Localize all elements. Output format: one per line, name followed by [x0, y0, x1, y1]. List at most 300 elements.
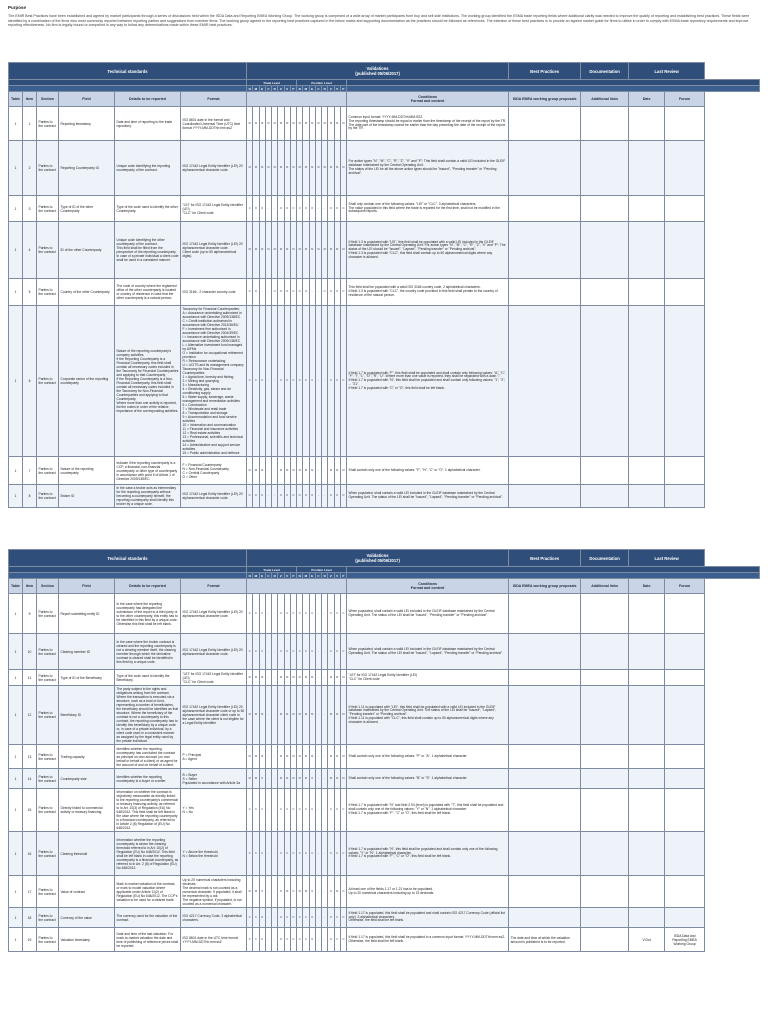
additional-links-cell	[581, 107, 629, 141]
details-cell: Information whether the reporting counterparty is above the clearing threshold referred to in Art. 10(2) of Regulation (EU) No 648/2012. This field shall be left blank in case the reporting counterparty is a financial counterparty, as referred to in Art. 2 (8) of Regulation (EU) No 648/2012.	[115, 832, 181, 876]
review-date-cell	[629, 306, 665, 457]
item-number-cell: 10	[23, 634, 37, 670]
action-type-flag-cell: M	[340, 745, 346, 769]
details-cell: The currency used for the valuation of the contract.	[115, 908, 181, 928]
technical-standards-header: Technical standards	[9, 550, 247, 567]
field-col-header: Field	[59, 579, 115, 594]
review-date-cell	[629, 745, 665, 769]
table-number-cell: 1	[9, 222, 23, 279]
action-type-flag-cell: -	[272, 306, 278, 457]
action-type-flag-cell: M	[328, 457, 334, 485]
action-type-flag-cell: O	[284, 485, 290, 508]
details-cell: Mark to market valuation of the contract, or mark to model valuation where applicable under Article 11(2) of Regulation (EU) No 648/2012. The CCP's valuation to be used for a cleared trade.	[115, 876, 181, 908]
action-type-flag-header: P	[290, 573, 296, 579]
table-row	[9, 222, 760, 279]
action-type-flag-cell: O	[297, 485, 303, 508]
action-type-flag-cell: -	[272, 594, 278, 634]
action-type-flag-cell: M	[278, 141, 284, 196]
format-cell: Up to 20 numerical characters including decimals. The decimal mark is not counted as a numerical character. If populated, it shall be represented by a dot. The negative symbol, if populated, is not counted as a numerical character.	[181, 876, 247, 908]
table-number-cell: 1	[9, 686, 23, 745]
isda-proposal-cell	[509, 279, 581, 306]
action-type-flag-cell: C	[259, 832, 265, 876]
table-row	[9, 670, 760, 686]
action-type-flag-header: R	[322, 573, 328, 579]
action-type-flag-cell: C	[297, 634, 303, 670]
review-forum-cell	[665, 670, 705, 686]
action-type-flag-cell: -	[272, 745, 278, 769]
format-cell: ISO 17442 Legal Entity Identifier (LEI) 20 alphanumerical character code.	[181, 485, 247, 508]
field-name-cell: ID of the other Counterparty	[59, 222, 115, 279]
conditions-cell: "LEI" for ISO 17442 Legal Entity Identifier (LEI) "CLC" for Client code	[347, 670, 509, 686]
action-type-flag-cell: C	[297, 908, 303, 928]
table-row	[9, 686, 760, 745]
field-name-cell: Reporting Counterparty ID	[59, 141, 115, 196]
action-type-flag-cell: -	[315, 686, 321, 745]
section-col-header: Section	[37, 579, 59, 594]
additional-links-cell	[581, 222, 629, 279]
forum-col-header: Forum	[665, 92, 705, 107]
action-type-flag-cell: M	[278, 686, 284, 745]
action-type-flag-cell: M	[253, 141, 259, 196]
action-type-flag-cell: -	[265, 196, 271, 222]
action-type-flag-cell: C	[340, 306, 346, 457]
action-type-flag-cell: -	[315, 908, 321, 928]
action-type-flag-cell: C	[303, 908, 309, 928]
action-type-flag-cell: C	[328, 306, 334, 457]
isda-proposal-cell	[509, 670, 581, 686]
action-type-flag-cell: C	[284, 832, 290, 876]
details-cell: In the case a broker acts as intermediary for the reporting counterparty without becoming a counterparty himself, the reporting counterparty shall identify this broker by a unique code.	[115, 485, 181, 508]
last-review-header: Last Review	[629, 550, 705, 567]
format-cell: ISO 17442 Legal Entity Identifier (LEI) 20 alphanumerical character code.	[181, 141, 247, 196]
action-type-flag-cell: C	[247, 306, 253, 457]
action-type-flag-cell: M	[328, 670, 334, 686]
action-type-flag-cell: C	[259, 634, 265, 670]
action-type-flag-cell: C	[284, 306, 290, 457]
action-type-flag-header: N	[297, 573, 303, 579]
action-type-flag-cell: O	[309, 928, 315, 952]
action-type-flag-cell: C	[278, 789, 284, 832]
review-date-cell	[629, 485, 665, 508]
item-number-cell: 16	[23, 832, 37, 876]
action-type-flag-cell: C	[247, 928, 253, 952]
action-type-flag-header: M	[304, 86, 308, 91]
action-type-flag-cell: M	[253, 686, 259, 745]
action-type-flag-cell: M	[284, 769, 290, 789]
action-type-flag-cell: O	[309, 876, 315, 908]
review-forum-cell	[665, 594, 705, 634]
action-type-flag-cell: M	[309, 107, 315, 141]
action-type-flag-header: E	[259, 573, 265, 579]
action-type-flag-cell: -	[265, 306, 271, 457]
item-number-cell: 5	[23, 279, 37, 306]
action-type-flag-cell: O	[253, 196, 259, 222]
isda-proposal-cell	[509, 594, 581, 634]
action-type-flag-cell: O	[340, 196, 346, 222]
action-type-flag-header: R	[322, 86, 328, 92]
action-type-flag-header: M	[304, 573, 308, 578]
section-cell: Parties to the contract	[37, 485, 59, 508]
best-practices-header: Best Practices	[509, 63, 581, 80]
additional-links-cell	[581, 141, 629, 196]
format-cell: ISO 8601 date in the format and Coordinated Universal Time (UTC) time format YYYY-MM-DDThh:mm:ssZ	[181, 107, 247, 141]
action-type-flag-header: V	[284, 86, 290, 92]
action-type-flag-header: P	[290, 86, 296, 92]
action-type-flag-cell: M	[247, 769, 253, 789]
field-name-cell: Country of the other Counterparty	[59, 279, 115, 306]
field-name-cell: Clearing member ID	[59, 634, 115, 670]
action-type-flag-cell: -	[315, 928, 321, 952]
action-type-flag-cell: M	[259, 107, 265, 141]
action-type-flag-header: M	[254, 86, 258, 91]
action-type-flag-cell: C	[247, 196, 253, 222]
action-type-flag-cell: C	[328, 634, 334, 670]
action-type-flag-cell: O	[259, 485, 265, 508]
isda-proposals-col-header: ISDA EMEA working group proposals	[509, 579, 581, 594]
action-type-flag-cell: O	[259, 196, 265, 222]
additional-links-cell	[581, 876, 629, 908]
review-forum-cell	[665, 279, 705, 306]
additional-links-col-header: Additional links	[581, 579, 629, 594]
action-type-flag-cell: C	[253, 928, 259, 952]
table-row	[9, 306, 760, 457]
format-cell: ISO 17442 Legal Entity Identifier (LEI) 20 alphanumerical character code.	[181, 634, 247, 670]
action-type-flag-cell: M	[303, 107, 309, 141]
action-type-flag-cell: M	[259, 745, 265, 769]
table-number-cell: 1	[9, 876, 23, 908]
section-cell: Parties to the contract	[37, 769, 59, 789]
action-type-flag-cell: C	[303, 832, 309, 876]
item-col-header: Item	[23, 579, 37, 594]
review-date-cell	[629, 686, 665, 745]
item-number-cell: 1	[23, 107, 37, 141]
action-type-flag-header: Z	[328, 86, 334, 92]
review-forum-cell	[665, 457, 705, 485]
action-type-flag-cell: M	[328, 107, 334, 141]
action-type-flag-cell: O	[340, 485, 346, 508]
field-name-cell: Type of ID of the Beneficiary	[59, 670, 115, 686]
action-type-flag-cell: O	[290, 908, 296, 928]
format-cell: ISO 3166 - 2 character country code	[181, 279, 247, 306]
action-type-flag-cell: C	[303, 789, 309, 832]
additional-links-cell	[581, 485, 629, 508]
section-cell: Parties to the contract	[37, 107, 59, 141]
trade-level-header: Trade Level	[247, 567, 297, 573]
isda-proposal-cell	[509, 832, 581, 876]
conditions-cell: At least one of the fields 1.17 or 1.21 has to be populated. Up to 20 numerical characters including up to 19 decimals.	[347, 876, 509, 908]
action-type-flag-cell: M	[297, 769, 303, 789]
action-type-flag-cell: O	[309, 196, 315, 222]
action-type-flag-cell: O	[322, 279, 328, 306]
action-type-flag-cell: M	[247, 141, 253, 196]
action-type-flag-cell: C	[253, 634, 259, 670]
isda-proposal-cell	[509, 686, 581, 745]
action-type-flag-cell: M	[272, 141, 278, 196]
table-row	[9, 457, 760, 485]
action-type-flag-cell: M	[272, 222, 278, 279]
item-number-cell: 15	[23, 789, 37, 832]
conditions-cell: This field shall be populated with a valid ISO 3166 country code, 2 alphabetical characters. If field 1.3 is populated with "CLC", the country code provided in this field shall pertain to the country of residence of the natural person.	[347, 279, 509, 306]
section-cell: Parties to the contract	[37, 634, 59, 670]
action-type-flag-cell: M	[290, 457, 296, 485]
action-type-flag-cell: C	[247, 594, 253, 634]
format-cell: "LEI" for ISO 17442 Legal Entity Identifier (LEI) "CLC" for Client code	[181, 196, 247, 222]
action-type-flag-cell: M	[328, 222, 334, 279]
validation-table-1	[8, 62, 760, 508]
details-cell: Unique code identifying the other counterparty of the contract. This field shall be filled from the perspective of the reporting counterparty. In case of a private individual a client code shall be used in a consistent manner.	[115, 222, 181, 279]
action-type-flag-header: Z	[328, 573, 334, 579]
validation-table-2	[8, 549, 760, 952]
action-type-flag-cell: O	[278, 908, 284, 928]
action-type-flag-cell: M	[265, 141, 271, 196]
action-type-flag-cell: -	[272, 670, 278, 686]
validations-header: Validations (published 05/06/2017)	[247, 63, 509, 80]
action-type-flag-cell: M	[284, 222, 290, 279]
table-number-cell: 1	[9, 306, 23, 457]
field-name-cell: Nature of the reporting counterparty	[59, 457, 115, 485]
action-type-flag-cell: C	[253, 832, 259, 876]
format-cell: "LEI" for ISO 17442 Legal Entity Identifier (LEI) "CLC" for Client code	[181, 670, 247, 686]
action-type-flag-cell: -	[315, 594, 321, 634]
review-forum-cell	[665, 769, 705, 789]
action-type-flag-cell: M	[334, 745, 340, 769]
action-type-flag-cell: M	[253, 457, 259, 485]
table-number-cell: 1	[9, 745, 23, 769]
action-type-flag-cell: O	[328, 196, 334, 222]
format-cell: P = Principal A = Agent	[181, 745, 247, 769]
action-type-flag-cell: M	[253, 107, 259, 141]
action-type-flag-cell: C	[303, 928, 309, 952]
conditions-cell: Shall only contain one of the following values: "LEI" or "CLC". 3 alphabetical characters. The value populated in this field where the trade is reported for the first time, shall not be modified in the subsequent reports.	[347, 196, 509, 222]
table-number-cell: 1	[9, 196, 23, 222]
action-type-flag-cell: O	[340, 279, 346, 306]
action-type-flag-header: Z	[278, 573, 284, 579]
action-type-flag-cell: M	[290, 769, 296, 789]
action-type-flag-cell: C	[297, 832, 303, 876]
action-type-flag-cell: C	[247, 789, 253, 832]
action-type-flag-cell: O	[309, 908, 315, 928]
isda-proposal-cell: The date and time at which the valuation amount is published is to be reported.	[509, 928, 581, 952]
action-type-flag-cell: O	[303, 279, 309, 306]
review-forum-cell	[665, 485, 705, 508]
action-type-flag-cell: M	[290, 107, 296, 141]
action-type-flag-cell: M	[284, 876, 290, 908]
action-type-flag-header: C	[265, 573, 271, 579]
action-type-flag-cell: M	[297, 745, 303, 769]
action-type-flag-cell: C	[284, 908, 290, 928]
item-number-cell: 2	[23, 141, 37, 196]
action-type-flag-cell: M	[290, 670, 296, 686]
action-type-flag-cell: C	[278, 634, 284, 670]
details-cell: Information on whether the contract is objectively measurable as directly linked to the reporting counterparty's commercial or treasury financing activity, as referred to in Art. 10(3) of Regulation (EU) No 648/2012. This field shall be left blank in the case where the reporting counterparty is a financial counterparty, as referred to in Article 2 (8) Regulation of (EU) No 648/2012.	[115, 789, 181, 832]
action-type-flag-cell: M	[290, 745, 296, 769]
action-type-flag-header: Z	[278, 86, 284, 92]
item-number-cell: 4	[23, 222, 37, 279]
action-type-flag-cell: M	[334, 876, 340, 908]
action-type-flag-cell: M	[334, 686, 340, 745]
documentation-header: Documentation	[581, 63, 629, 80]
action-type-flag-header: V	[334, 573, 340, 579]
action-type-flag-header: R	[272, 573, 278, 579]
action-type-flag-cell: -	[322, 832, 328, 876]
isda-proposal-cell	[509, 141, 581, 196]
action-type-flag-cell: M	[272, 107, 278, 141]
action-type-flag-cell: -	[322, 485, 328, 508]
action-type-flag-cell: C	[334, 634, 340, 670]
action-type-flag-cell: C	[259, 306, 265, 457]
action-type-flag-header: C	[265, 86, 271, 92]
conditions-cell: If field 1.7 is populated with "N" and field 2.94 (level) is populated with "T", this field shall be populated and shall contain only one of the following values: "Y" or "N". 1 alphabetical character. If field 1.7 is populated with "F", "C" or "O", this field shall be left blank.	[347, 789, 509, 832]
isda-proposal-cell	[509, 634, 581, 670]
action-type-flag-cell: M	[334, 222, 340, 279]
section-col-header: Section	[37, 92, 59, 107]
action-type-flag-cell: C	[297, 306, 303, 457]
review-forum-cell	[665, 686, 705, 745]
action-type-flag-cell: C	[309, 634, 315, 670]
section-cell: Parties to the contract	[37, 670, 59, 686]
action-type-flag-cell: -	[322, 928, 328, 952]
format-cell: ISO 17442 Legal Entity Identifier (LEI) 20 alphanumerical character code or up to 50 alphanumerical character client code in the case where the client is not eligible for a Legal Entity Identifier	[181, 686, 247, 745]
isda-proposal-cell	[509, 876, 581, 908]
action-type-flag-cell: M	[278, 769, 284, 789]
action-type-flag-cell: M	[315, 141, 321, 196]
action-type-flag-cell: O	[278, 196, 284, 222]
action-type-flag-cell: O	[278, 279, 284, 306]
action-type-flag-cell: M	[340, 107, 346, 141]
action-type-flag-cell: O	[278, 485, 284, 508]
action-type-flag-cell: -	[315, 485, 321, 508]
section-cell: Parties to the contract	[37, 908, 59, 928]
format-col-header: Format	[181, 579, 247, 594]
conditions-cell: Shall contain only one of the following values: "P" or "A". 1 alphabetical character.	[347, 745, 509, 769]
format-cell: ISO 17442 Legal Entity Identifier (LEI) 20 alphanumerical character code.	[181, 594, 247, 634]
action-type-flag-cell: M	[259, 670, 265, 686]
action-type-flag-cell: -	[315, 457, 321, 485]
action-type-flag-cell: -	[315, 769, 321, 789]
action-type-flag-cell: M	[303, 686, 309, 745]
additional-links-cell	[581, 670, 629, 686]
action-type-flag-cell: C	[334, 908, 340, 928]
field-name-cell: Directly linked to commercial activity or treasury financing	[59, 789, 115, 832]
section-cell: Parties to the contract	[37, 686, 59, 745]
action-type-flag-cell: M	[278, 745, 284, 769]
table-row	[9, 594, 760, 634]
item-number-cell: 17	[23, 876, 37, 908]
action-type-flag-cell: O	[334, 485, 340, 508]
action-type-flag-cell: C	[284, 928, 290, 952]
action-type-flag-cell: O	[303, 485, 309, 508]
action-type-flag-cell: M	[297, 876, 303, 908]
action-type-flag-cell: -	[322, 670, 328, 686]
conditions-cell: Shall contain only one of the following values: "B" or "S". 1 alphabetical character.	[347, 769, 509, 789]
action-type-flag-cell: M	[278, 457, 284, 485]
action-type-flag-cell: M	[309, 222, 315, 279]
action-type-flag-cell: -	[265, 594, 271, 634]
action-type-flag-cell: M	[253, 670, 259, 686]
action-type-flag-cell: M	[290, 141, 296, 196]
section-cell: Parties to the contract	[37, 832, 59, 876]
review-forum-cell	[665, 107, 705, 141]
review-forum-cell	[665, 196, 705, 222]
action-type-flag-cell: -	[265, 634, 271, 670]
action-type-flag-cell: M	[340, 670, 346, 686]
action-type-flag-cell: C	[309, 789, 315, 832]
action-type-flag-cell: M	[278, 222, 284, 279]
action-type-flag-cell: C	[284, 634, 290, 670]
action-type-flag-cell: -	[309, 279, 315, 306]
action-type-flag-cell: M	[322, 141, 328, 196]
additional-links-cell	[581, 196, 629, 222]
format-col-header: Format	[181, 92, 247, 107]
action-type-flag-cell: O	[290, 485, 296, 508]
table-number-cell: 1	[9, 485, 23, 508]
action-type-flag-cell: M	[309, 457, 315, 485]
action-type-flag-cell: C	[290, 832, 296, 876]
review-date-cell	[629, 634, 665, 670]
action-type-flag-cell: -	[315, 634, 321, 670]
action-type-flag-cell: C	[340, 789, 346, 832]
action-type-flag-cell: M	[247, 670, 253, 686]
action-type-flag-cell: M	[328, 745, 334, 769]
action-type-flag-cell: C	[309, 832, 315, 876]
isda-proposal-cell	[509, 222, 581, 279]
review-date-cell	[629, 594, 665, 634]
section-cell: Parties to the contract	[37, 457, 59, 485]
details-cell: Type of the code used to identify the other Counterparty.	[115, 196, 181, 222]
table-row	[9, 485, 760, 508]
review-forum-cell	[665, 306, 705, 457]
format-cell: ISO 4217 Currency Code, 3 alphabetical characters.	[181, 908, 247, 928]
table-row	[9, 634, 760, 670]
action-type-flag-cell: M	[340, 222, 346, 279]
action-type-flag-cell: M	[334, 457, 340, 485]
action-type-flag-header: N	[247, 573, 253, 579]
action-type-flag-cell: M	[334, 670, 340, 686]
details-cell: The party subject to the rights and obligations arising from the contract. Where the transaction is executed via a structure, such as a trust or fund, representing a number of beneficiaries, the beneficiary should be identified as that structure. Where the beneficiary of the contract is not a counterparty to this contract, the reporting counterparty has to identify this beneficiary by a unique code or, in case of a private individual, by a client code used in a consistent manner as assigned by the legal entity used by the private individual.	[115, 686, 181, 745]
action-type-flag-cell: C	[259, 594, 265, 634]
action-type-flag-cell: C	[309, 306, 315, 457]
action-type-flag-cell: C	[278, 832, 284, 876]
field-name-cell: Counterparty side	[59, 769, 115, 789]
review-forum-cell: ISDA Data and Reporting EMEA Working Group	[665, 928, 705, 952]
action-type-flag-cell: O	[290, 279, 296, 306]
item-number-cell: 18	[23, 908, 37, 928]
action-type-flag-cell: M	[259, 686, 265, 745]
details-cell: Unique code identifying the reporting counterparty of the contract.	[115, 141, 181, 196]
action-type-flag-cell: C	[328, 789, 334, 832]
review-date-cell	[629, 279, 665, 306]
table-row	[9, 279, 760, 306]
action-type-flag-cell: C	[284, 594, 290, 634]
conditions-cell: If field 1.17 is populated, this field shall be populated and shall contain ISO 4217 Currency Code (official list only), 3 alphabetical characters. Otherwise, the field shall be left blank.	[347, 908, 509, 928]
action-type-flag-cell: -	[265, 928, 271, 952]
action-type-flag-cell: -	[322, 908, 328, 928]
table-row	[9, 789, 760, 832]
action-type-flag-cell: M	[309, 745, 315, 769]
action-type-flag-cell: O	[328, 485, 334, 508]
action-type-flag-cell: O	[284, 196, 290, 222]
item-number-cell: 7	[23, 457, 37, 485]
action-type-flag-cell: -	[322, 594, 328, 634]
action-type-flag-cell: C	[303, 306, 309, 457]
review-date-cell	[629, 107, 665, 141]
action-type-flag-cell: O	[328, 908, 334, 928]
field-name-cell: Valuation timestamp	[59, 928, 115, 952]
item-number-cell: 13	[23, 745, 37, 769]
action-type-flag-cell: M	[284, 107, 290, 141]
action-type-flag-cell: -	[315, 745, 321, 769]
action-type-flag-cell: C	[278, 306, 284, 457]
